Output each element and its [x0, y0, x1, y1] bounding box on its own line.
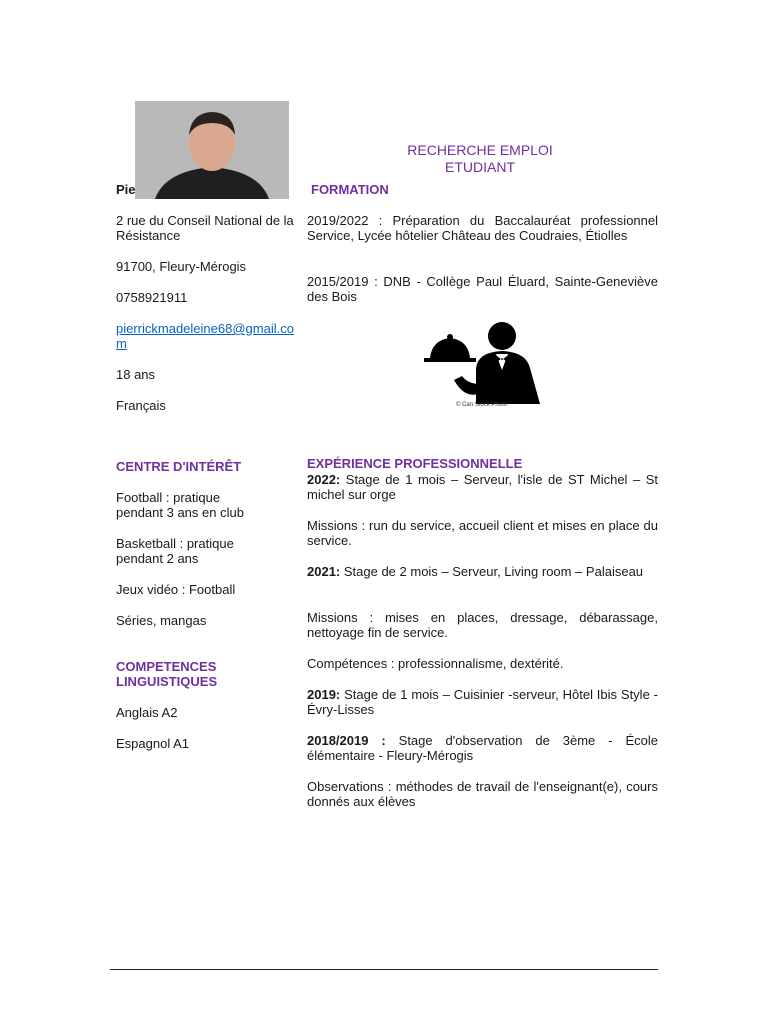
city: 91700, Fleury-Mérogis	[116, 259, 247, 274]
experience-entry: 2019: Stage de 1 mois – Cuisinier -serveur, Hôtel Ibis Style - Évry-Lisses	[307, 687, 658, 717]
experience-entry: Missions : run du service, accueil client et mises en place du service.	[307, 518, 658, 548]
experience-entry: 2022: Stage de 1 mois – Serveur, l'isle de ST Michel – St michel sur orge	[307, 472, 658, 502]
interest-item: Basketball : pratique pendant 2 ans	[116, 536, 234, 566]
experience-entry: Missions : mises en places, dressage, débarassage, nettoyage fin de service.	[307, 610, 658, 640]
age: 18 ans	[116, 367, 156, 382]
nationality: Français	[116, 398, 166, 413]
footer-divider	[110, 969, 658, 970]
experience-entry: 2018/2019 : Stage d'observation de 3ème - École élémentaire - Fleury-Mérogis	[307, 733, 658, 763]
formation-item: 2019/2022 : Préparation du Baccalauréat professionnel Service, Lycée hôtelier Château des Coudraies, Étiolles	[307, 213, 658, 243]
interest-item: Football : pratique pendant 3 ans en club	[116, 490, 244, 520]
candidate-name: Pie	[116, 182, 136, 197]
email-container	[116, 321, 302, 351]
experience-entry: Observations : méthodes de travail de l'enseignant(e), cours donnés aux élèves	[307, 779, 658, 809]
interests-heading: CENTRE D'INTÉRÊT	[116, 459, 242, 474]
formation-heading: FORMATION	[311, 182, 389, 197]
experience-entry: Compétences : professionnalisme, dextérité.	[307, 656, 564, 671]
email-link[interactable]: pierrickmadeleine68@gmail.com	[116, 321, 294, 351]
language-item: Espagnol A1	[116, 736, 190, 751]
waiter-illustration	[424, 318, 544, 414]
waiter-icon	[424, 318, 544, 414]
address: 2 rue du Conseil National de la Résistance	[116, 213, 294, 243]
phone: 0758921911	[116, 290, 188, 305]
language-item: Anglais A2	[116, 705, 178, 720]
page-title: RECHERCHE EMPLOI ETUDIANT	[407, 142, 553, 175]
experience-heading: EXPÉRIENCE PROFESSIONNELLE	[307, 456, 523, 471]
portrait-image	[135, 101, 289, 199]
formation-item: 2015/2019 : DNB - Collège Paul Éluard, Sainte-Geneviève des Bois	[307, 274, 658, 304]
illustration-caption: © Can Stock Photo	[456, 402, 508, 408]
interest-item: Jeux vidéo : Football	[116, 582, 236, 597]
languages-heading: COMPETENCES LINGUISTIQUES	[116, 659, 218, 689]
experience-entry: 2021: Stage de 2 mois – Serveur, Living room – Palaiseau	[307, 564, 644, 579]
profile-photo	[135, 101, 289, 199]
interest-item: Séries, mangas	[116, 613, 207, 628]
